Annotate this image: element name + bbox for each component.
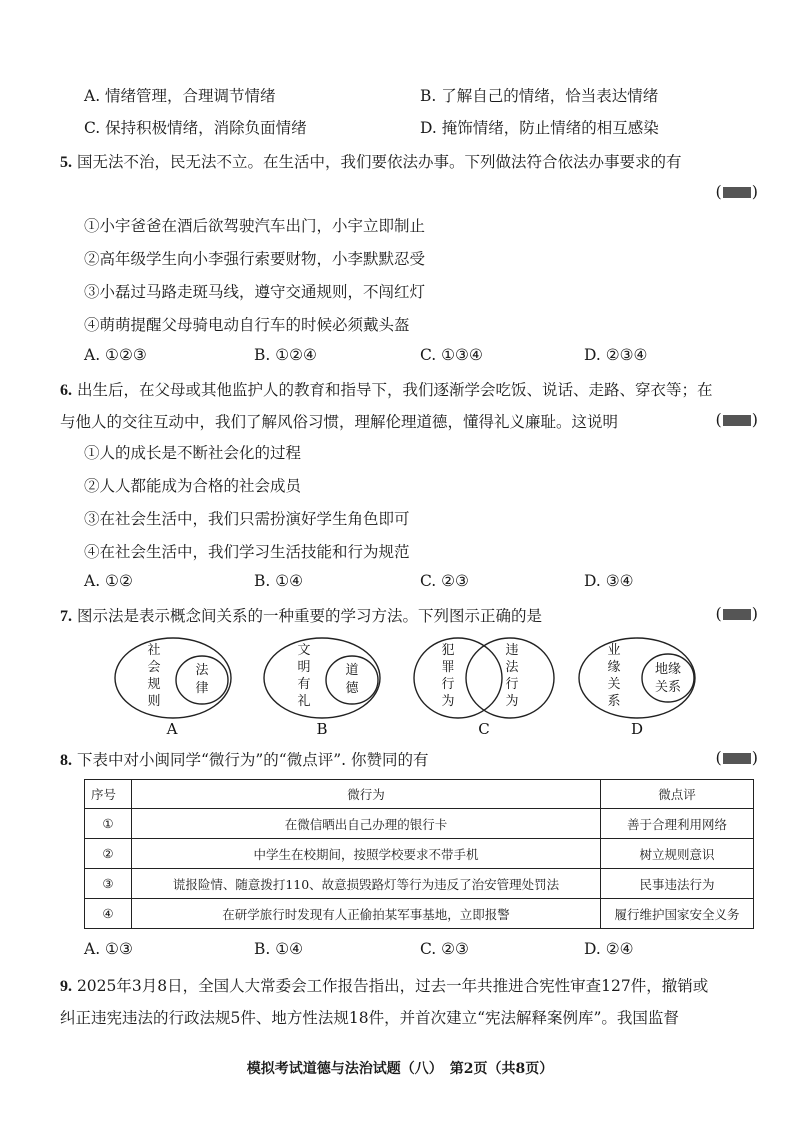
q5-item-3: ③小磊过马路走斑马线，遵守交通规则，不闯红灯 (84, 283, 426, 301)
right-label-char: 违 (505, 643, 519, 658)
q5-item-2: ②高年级学生向小李强行索要财物，小李默默忍受 (84, 250, 426, 268)
table-cell: 民事违法行为 (601, 869, 754, 899)
diagram-letter: C (478, 720, 490, 738)
q4-option-b: B. 了解自己的情绪，恰当表达情绪 (420, 87, 659, 105)
right-label-char: 为 (505, 694, 519, 709)
question-text: 下表中对小闽同学“微行为”的“微点评”. 你赞同的有 (76, 751, 429, 769)
question-9-stem (60, 974, 708, 996)
diagram-d (579, 638, 695, 738)
left-label-char: 为 (441, 694, 455, 709)
left-circle (414, 638, 502, 718)
answer-bracket: ( ) (715, 604, 758, 623)
question-text: 国无法不治，民无法不立。在生活中，我们要依法办事。下列做法符合依法办事要求的有 (76, 153, 682, 171)
q6-item-2: ②人人都能成为合格的社会成员 (84, 477, 302, 495)
q5-item-1: ①小宇爸爸在酒后欲驾驶汽车出门，小宇立即制止 (84, 217, 426, 235)
table-cell: ④ (85, 899, 132, 929)
table-header-row (85, 780, 754, 809)
table-cell: 履行维护国家安全义务 (601, 899, 754, 929)
inner-label-line: 地缘 (654, 662, 682, 677)
outer-circle (115, 638, 231, 718)
inner-label-char: 德 (345, 681, 359, 696)
q4-option-c: C. 保持积极情绪，消除负面情绪 (84, 119, 307, 137)
inner-label-char: 法 (195, 663, 209, 678)
question-number: 9. (60, 978, 72, 995)
inner-label-char: 律 (195, 681, 209, 696)
outer-label-char: 会 (147, 660, 161, 675)
table-cell: ③ (85, 869, 132, 899)
table-row (85, 809, 754, 839)
question-6-stem-line2: 与他人的交往互动中，我们了解风俗习惯，理解伦理道德，懂得礼义廉耻。这说明 (60, 413, 619, 431)
redaction-mark (723, 753, 751, 764)
inner-label-line: 关系 (654, 680, 682, 695)
table-header: 微行为 (132, 780, 601, 809)
redaction-mark (723, 187, 751, 198)
inner-label-char: 道 (345, 663, 359, 678)
question-number: 8. (60, 752, 72, 769)
question-text: 图示法是表示概念间关系的一种重要的学习方法。下列图示正确的是 (76, 607, 542, 625)
table-cell: ① (85, 809, 132, 839)
table-cell: 在微信晒出自己办理的银行卡 (132, 809, 601, 839)
page-footer: 模拟考试道德与法治试题（八） 第2页（共8页） (246, 1061, 554, 1077)
outer-circle (264, 638, 380, 718)
outer-label-char: 缘 (607, 660, 621, 675)
table-cell: 树立规则意识 (601, 839, 754, 869)
question-9-line2: 纠正违宪违法的行政法规5件、地方性法规18件，并首次建立“宪法解释案例库”。我国监督 (60, 1009, 679, 1027)
outer-circle (579, 638, 695, 718)
answer-bracket: ( ) (715, 410, 758, 429)
table-cell: ② (85, 839, 132, 869)
diagram-letter: D (630, 720, 644, 738)
table-cell: 在研学旅行时发现有人正偷拍某军事基地，立即报警 (132, 899, 601, 929)
answer-bracket: ( ) (715, 182, 758, 201)
right-label-char: 法 (505, 660, 519, 675)
right-label-char: 行 (505, 677, 519, 692)
q4-option-d: D. 掩饰情绪，防止情绪的相互感染 (420, 119, 659, 137)
left-label-char: 行 (441, 677, 455, 692)
q5-option-b: B. ①②④ (254, 346, 317, 364)
outer-label-char: 明 (297, 660, 311, 675)
question-number: 5. (60, 154, 72, 171)
table-cell: 谎报险情、随意拨打110、故意损毁路灯等行为违反了治安管理处罚法 (132, 869, 601, 899)
q8-option-d: D. ②④ (584, 940, 634, 958)
table-header: 序号 (85, 780, 132, 809)
redaction-mark (723, 609, 751, 620)
q5-option-c: C. ①③④ (420, 346, 483, 364)
outer-label-char: 规 (147, 677, 161, 692)
concept-diagrams (0, 630, 800, 740)
question-8-stem (60, 748, 429, 770)
question-number: 6. (60, 382, 72, 399)
outer-label-char: 礼 (297, 694, 311, 709)
q6-option-b: B. ①④ (254, 572, 304, 590)
q4-option-a: A. 情绪管理，合理调节情绪 (84, 87, 276, 105)
q8-option-c: C. ②③ (420, 940, 469, 958)
question-7-stem (60, 604, 542, 626)
left-label-char: 犯 (441, 643, 455, 658)
diagram-letter: B (316, 720, 328, 738)
outer-label-char: 社 (147, 643, 161, 658)
answer-bracket: ( ) (715, 748, 758, 767)
q6-item-1: ①人的成长是不断社会化的过程 (84, 444, 302, 462)
outer-label-char: 系 (607, 694, 621, 709)
diagram-b (264, 638, 380, 738)
q8-option-a: A. ①③ (84, 940, 133, 958)
q6-option-c: C. ②③ (420, 572, 469, 590)
outer-label-char: 有 (297, 677, 311, 692)
q6-option-d: D. ③④ (584, 572, 634, 590)
outer-label-char: 关 (607, 677, 621, 692)
redaction-mark (723, 415, 751, 426)
table-row (85, 899, 754, 929)
q6-item-4: ④在社会生活中，我们学习生活技能和行为规范 (84, 543, 410, 561)
question-5-stem (60, 150, 681, 172)
outer-label-char: 业 (607, 643, 621, 658)
table-cell: 中学生在校期间，按照学校要求不带手机 (132, 839, 601, 869)
behavior-table (84, 779, 754, 929)
outer-label-char: 则 (147, 694, 161, 709)
diagram-c (414, 638, 554, 738)
table-cell: 善于合理利用网络 (601, 809, 754, 839)
q6-option-a: A. ①② (84, 572, 133, 590)
question-6-stem (60, 378, 712, 400)
q8-option-b: B. ①④ (254, 940, 304, 958)
q5-option-a: A. ①②③ (84, 346, 147, 364)
table-header: 微点评 (601, 780, 754, 809)
table-row (85, 869, 754, 899)
left-label-char: 罪 (441, 660, 455, 675)
table-row (85, 839, 754, 869)
q6-item-3: ③在社会生活中，我们只需扮演好学生角色即可 (84, 510, 410, 528)
question-number: 7. (60, 608, 72, 625)
question-text: 2025年3月8日，全国人大常委会工作报告指出，过去一年共推进合宪性审查127件，撤销或 (76, 977, 709, 995)
question-text: 出生后，在父母或其他监护人的教育和指导下，我们逐渐学会吃饭、说话、走路、穿衣等；在 (76, 381, 713, 399)
q5-item-4: ④萌萌提醒父母骑电动自行车的时候必须戴头盔 (84, 316, 410, 334)
diagram-letter: A (166, 720, 178, 738)
q5-option-d: D. ②③④ (584, 346, 648, 364)
outer-label-char: 文 (297, 643, 311, 658)
diagram-a (115, 638, 231, 738)
